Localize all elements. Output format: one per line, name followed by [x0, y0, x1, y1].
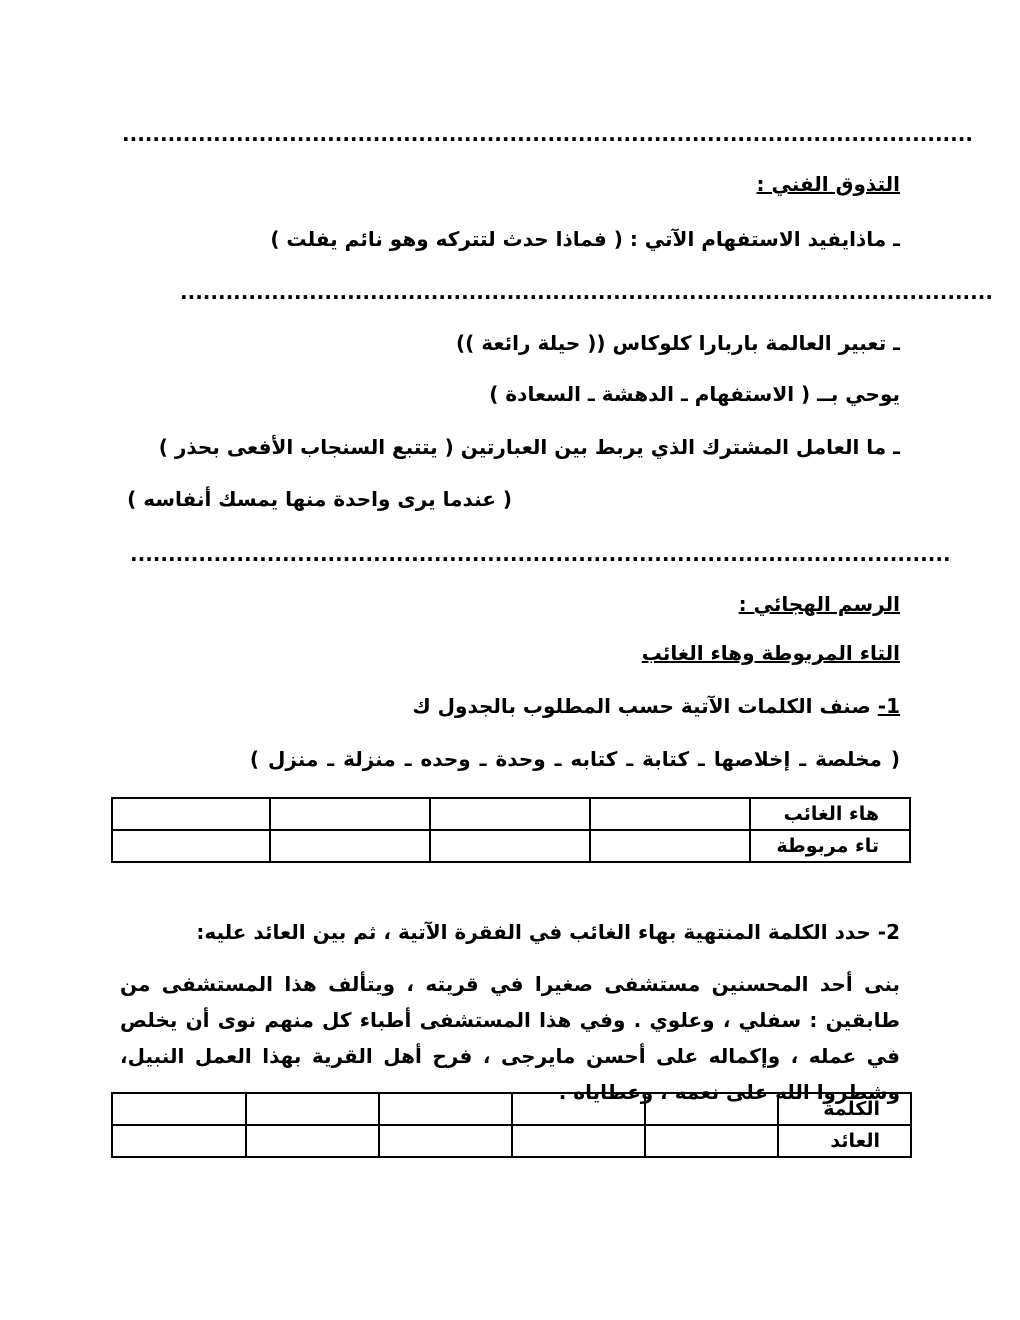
- answer-cell[interactable]: [512, 1125, 645, 1157]
- table-row: [112, 1125, 911, 1157]
- row-label-referent: العائد: [778, 1125, 911, 1157]
- answer-cell[interactable]: [645, 1125, 778, 1157]
- row-label-word: الكلمة: [778, 1093, 911, 1125]
- answer-cell[interactable]: [379, 1093, 512, 1125]
- table-row: [112, 1093, 911, 1125]
- separator-lower: ............................................................................................................: [130, 542, 951, 566]
- answer-cell[interactable]: [430, 830, 590, 862]
- reading-paragraph: بنى أحد المحسنين مستشفى صغيرا في قريته ، ويتألف هذا المستشفى من طابقين : سفلي ، وعلوي . وفي هذا المستشفى أطباء كل منهم نوى أن يخلص في عمله ، وإكماله على أحسن مايرجى ، فرح أهل القرية بهذا العمل النبيل، وشطروا الله على نعمه ، وعطاياه .: [120, 972, 900, 1104]
- answer-cell[interactable]: [112, 1093, 246, 1125]
- answer-cell[interactable]: [246, 1093, 379, 1125]
- answer-cell[interactable]: [112, 798, 270, 830]
- answer-cell[interactable]: [112, 830, 270, 862]
- row-label-haa: هاء الغائب: [750, 798, 910, 830]
- question-barbara-expression: ـ تعبير العالمة باربارا كلوكاس (( حيلة رائعة )): [455, 331, 900, 355]
- answer-table: [111, 1092, 912, 1158]
- question-determine-word: 2- حدد الكلمة المنتهية بهاء الغائب في الفقرة الآتية ، ثم بين العائد عليه:: [196, 920, 900, 944]
- answer-cell[interactable]: [270, 798, 430, 830]
- separator-answer-line: ...........................................................................................................: [180, 280, 993, 304]
- question-istifham: ـ ماذايفيد الاستفهام الآتي : ( فماذا حدث لتتركه وهو نائم يفلت ): [270, 227, 900, 251]
- question-classify-text: صنف الكلمات الآتية حسب المطلوب بالجدول ك: [412, 694, 878, 718]
- answer-cell[interactable]: [379, 1125, 512, 1157]
- table-row: [112, 830, 910, 862]
- question-common-factor-line2: ( عندما يرى واحدة منها يمسك أنفاسه ): [127, 487, 512, 511]
- question-number-1: 1-: [877, 694, 900, 718]
- answer-cell[interactable]: [645, 1093, 778, 1125]
- answer-cell[interactable]: [430, 798, 590, 830]
- question-common-factor: ـ ما العامل المشترك الذي يربط بين العبارتين ( يتتبع السنجاب الأفعى بحذر ): [158, 435, 900, 459]
- question-classify-words: [412, 692, 900, 720]
- question-options: يوحي بــ ( الاستفهام ـ الدهشة ـ السعادة ): [489, 382, 900, 406]
- answer-cell[interactable]: [590, 830, 750, 862]
- word-list: ( مخلصة ـ إخلاصها ـ كتابة ـ كتابه ـ وحدة ـ وحده ـ منزلة ـ منزل ): [249, 747, 900, 771]
- answer-cell[interactable]: [512, 1093, 645, 1125]
- classification-table: [111, 797, 911, 863]
- subheading-taa-haa: التاء المربوطة وهاء الغائب: [641, 641, 900, 665]
- separator-top: ................................................................................................................: [122, 122, 973, 146]
- section-heading-spelling: الرسم الهجائي :: [738, 592, 900, 616]
- section-heading-tadhawuq: التذوق الفني :: [756, 172, 900, 196]
- answer-cell[interactable]: [112, 1125, 246, 1157]
- table-row: [112, 798, 910, 830]
- answer-cell[interactable]: [590, 798, 750, 830]
- answer-cell[interactable]: [246, 1125, 379, 1157]
- row-label-taa: تاء مربوطة: [750, 830, 910, 862]
- answer-cell[interactable]: [270, 830, 430, 862]
